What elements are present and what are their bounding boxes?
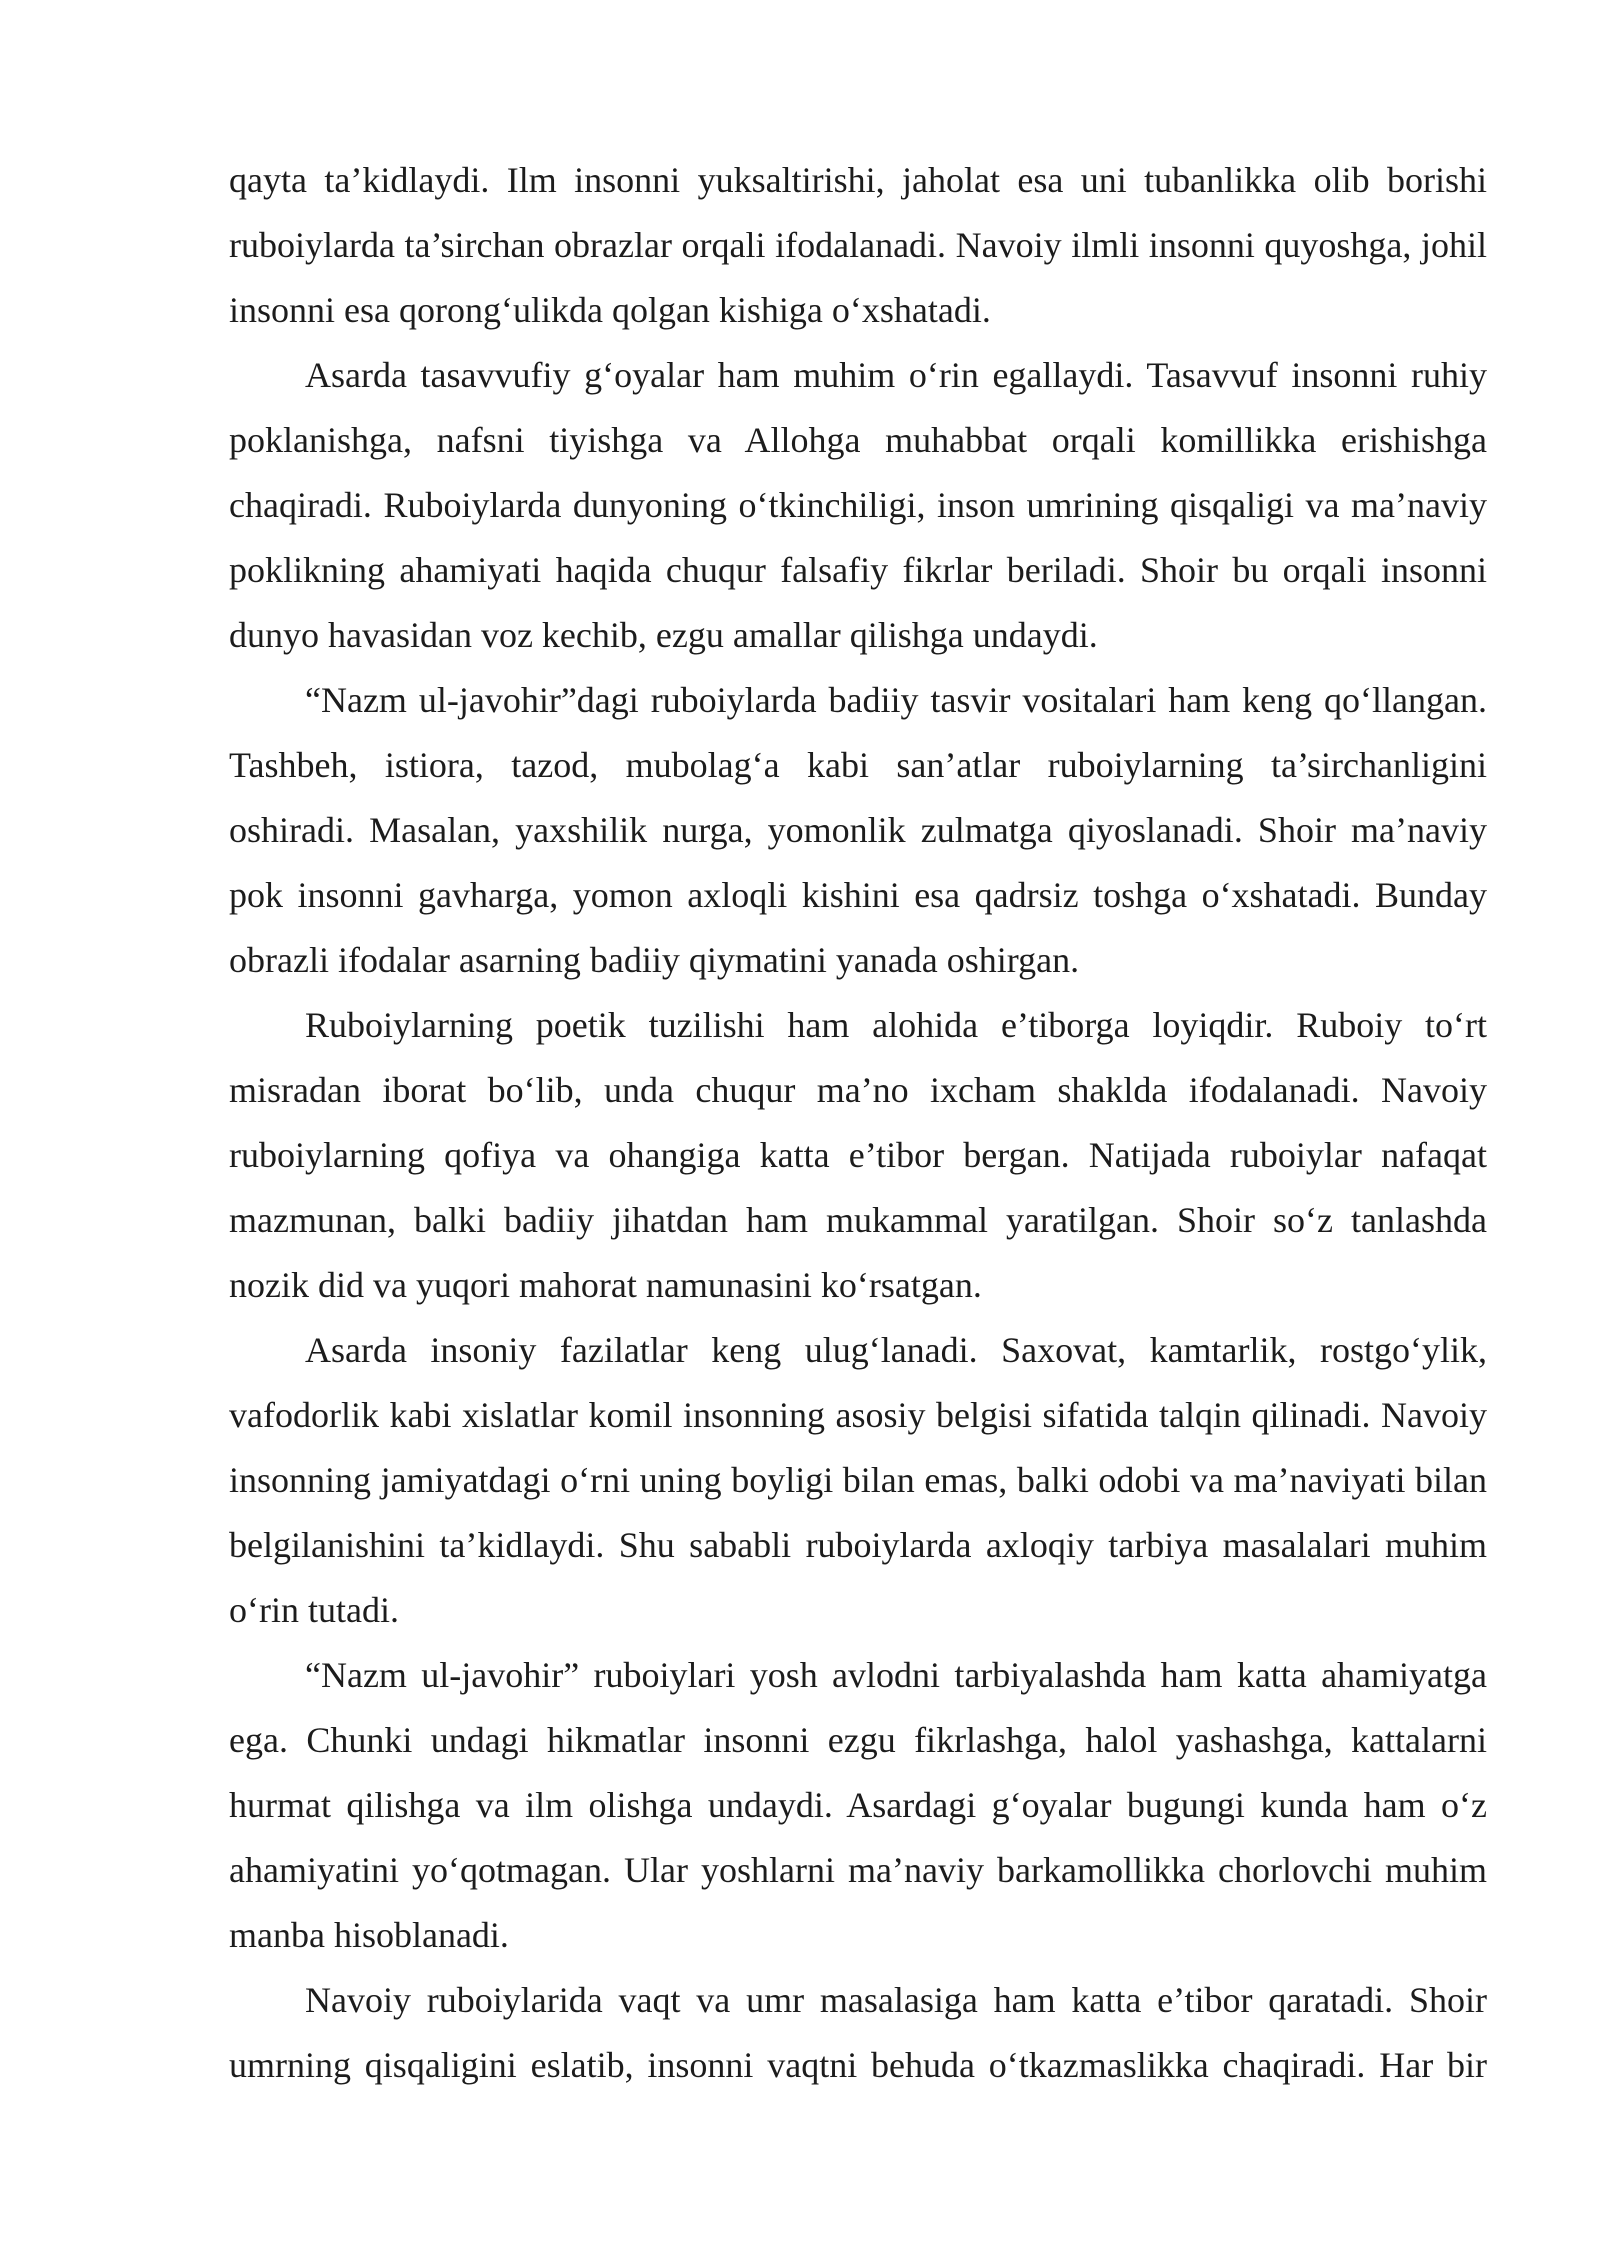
paragraph-insoniy-fazilatlar: Asarda insoniy fazilatlar keng ulug‘lanadi. Saxovat, kamtarlik, rostgo‘ylik, vafodorlik kabi xislatlar komil insonning asosiy belgisi sifatida talqin qilinadi. Navoiy insonning jamiyatdagi o‘rni uning boyligi bilan emas, balki odobi va ma’naviyati bilan belgilanishini ta’kidlaydi. Shu sababli ruboiylarda axloqiy tarbiya masalalari muhim o‘rin tutadi. — [229, 1330, 1487, 1630]
paragraph-vaqt-umr: Navoiy ruboiylarida vaqt va umr masalasiga ham katta e’tibor qaratadi. Shoir umrning qisqaligini eslatib, insonni vaqtni behuda o‘tkazmaslikka chaqiradi. Har bir — [229, 1980, 1487, 2085]
paragraph-continuation: qayta ta’kidlaydi. Ilm insonni yuksaltirishi, jaholat esa uni tubanlikka olib borishi ruboiylarda ta’sirchan obrazlar orqali ifodalanadi. Navoiy ilmli insonni quyoshga, johil insonni esa qorong‘ulikda qolgan kishiga o‘xshatadi. — [229, 160, 1487, 330]
paragraph-poetik-tuzilish: Ruboiylarning poetik tuzilishi ham alohida e’tiborga loyiqdir. Ruboiy to‘rt misradan iborat bo‘lib, unda chuqur ma’no ixcham shaklda ifodalanadi. Navoiy ruboiylarning qofiya va ohangiga katta e’tibor bergan. Natijada ruboiylar nafaqat mazmunan, balki badiiy jihatdan ham mukammal yaratilgan. Shoir so‘z tanlashda nozik did va yuqori mahorat namunasini ko‘rsatgan. — [229, 1005, 1487, 1305]
paragraph-tasavvuf: Asarda tasavvufiy g‘oyalar ham muhim o‘rin egallaydi. Tasavvuf insonni ruhiy poklanishga, nafsni tiyishga va Allohga muhabbat orqali komillikka erishishga chaqiradi. Ruboiylarda dunyoning o‘tkinchiligi, inson umrining qisqaligi va ma’naviy poklikning ahamiyati haqida chuqur falsafiy fikrlar beriladi. Shoir bu orqali insonni dunyo havasidan voz kechib, ezgu amallar qilishga undaydi. — [229, 355, 1487, 655]
paragraph-tarbiya: “Nazm ul-javohir” ruboiylari yosh avlodni tarbiyalashda ham katta ahamiyatga ega. Chunki undagi hikmatlar insonni ezgu fikrlashga, halol yashashga, kattalarni hurmat qilishga va ilm olishga undaydi. Asardagi g‘oyalar bugungi kunda ham o‘z ahamiyatini yo‘qotmagan. Ular yoshlarni ma’naviy barkamollikka chorlovchi muhim manba hisoblanadi. — [229, 1655, 1487, 1955]
document-body — [229, 148, 1487, 2098]
paragraph-badiiy-tasvir: “Nazm ul-javohir”dagi ruboiylarda badiiy tasvir vositalari ham keng qo‘llangan. Tashbeh, istiora, tazod, mubolag‘a kabi san’atlar ruboiylarning ta’sirchanligini oshiradi. Masalan, yaxshilik nurga, yomonlik zulmatga qiyoslanadi. Shoir ma’naviy pok insonni gavharga, yomon axloqli kishini esa qadrsiz toshga o‘xshatadi. Bunday obrazli ifodalar asarning badiiy qiymatini yanada oshirgan. — [229, 680, 1487, 980]
